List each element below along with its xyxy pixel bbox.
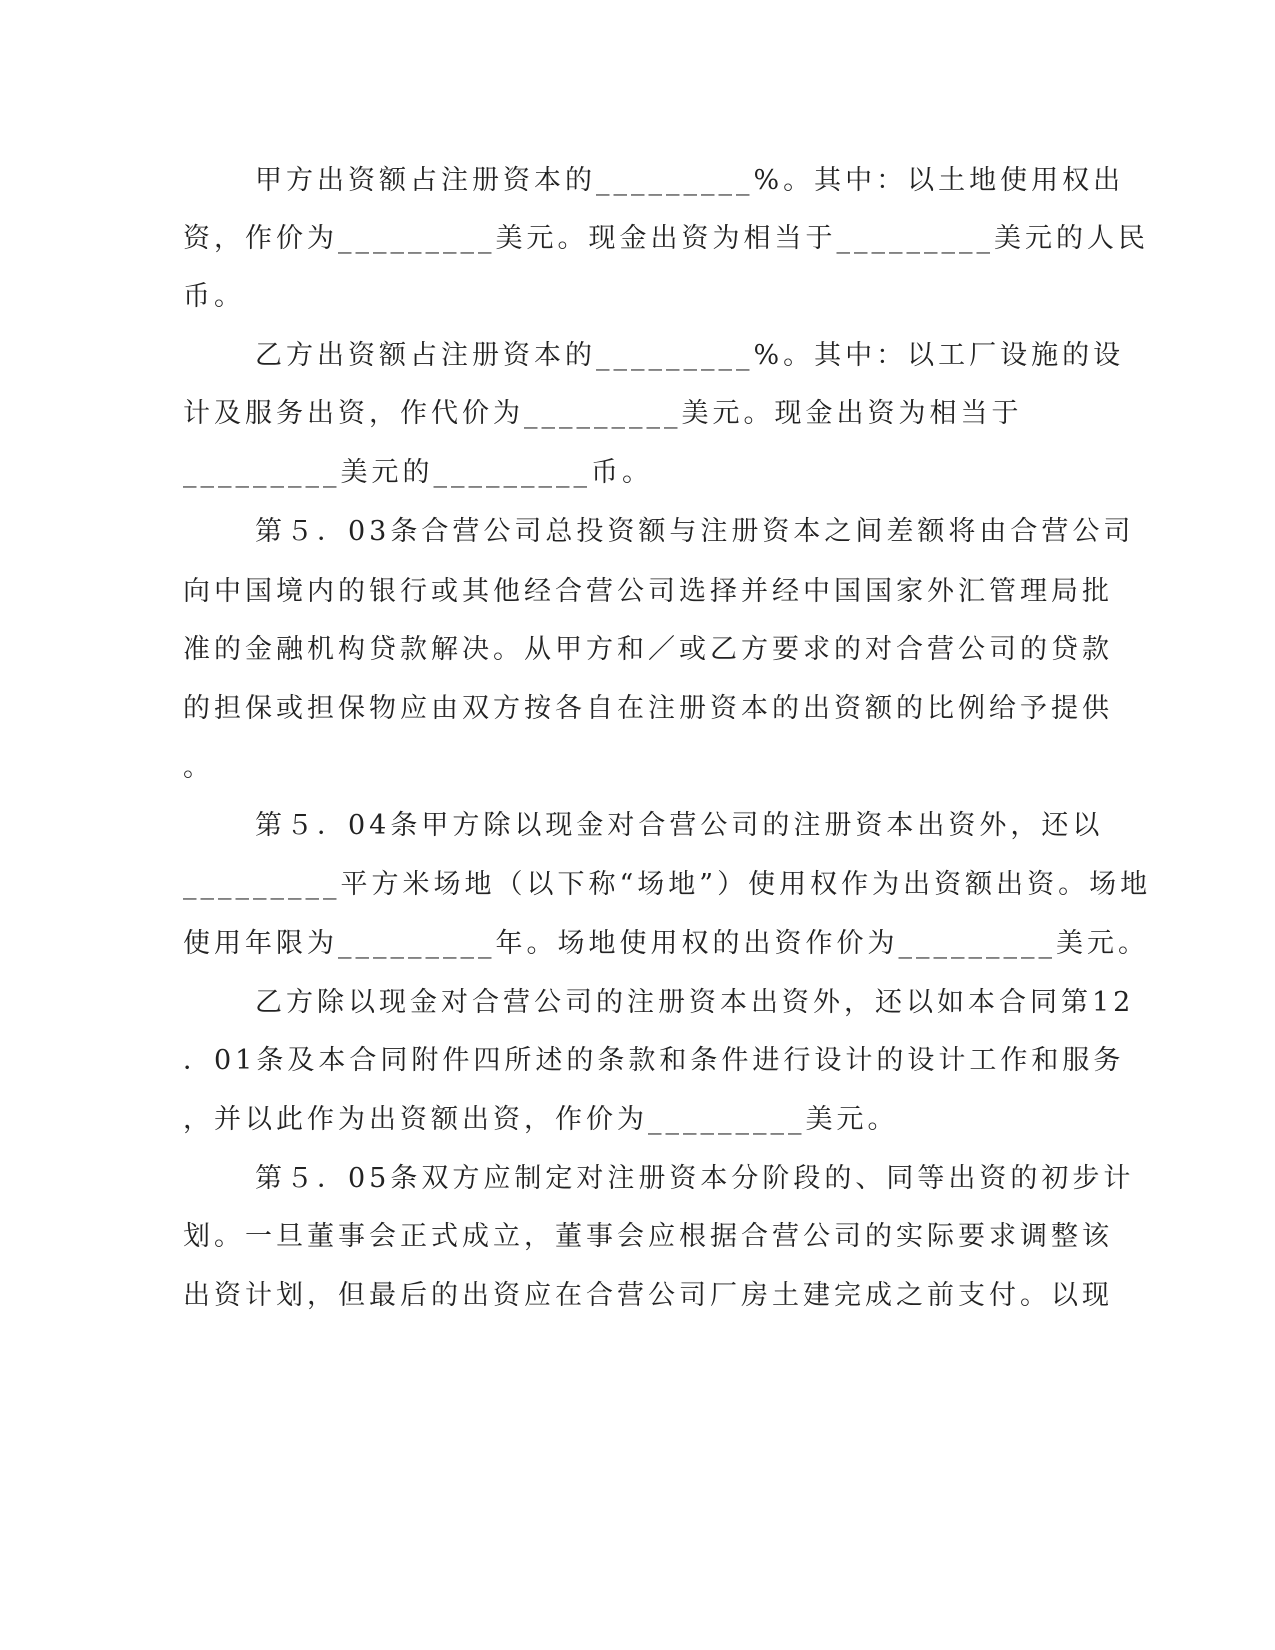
text-line: 币。	[183, 281, 245, 312]
text-line: 准的金融机构贷款解决。从甲方和／或乙方要求的对合营公司的贷款	[183, 634, 1113, 665]
text-line: 划。一旦董事会正式成立，董事会应根据合营公司的实际要求调整该	[183, 1221, 1113, 1252]
text-line: 乙方出资额占注册资本的_________%。其中：以工厂设施的设	[255, 340, 1125, 371]
text-line: 的担保或担保物应由双方按各自在注册资本的出资额的比例给予提供	[183, 693, 1113, 724]
text-line: 。	[183, 752, 214, 783]
text-line: 出资计划，但最后的出资应在合营公司厂房土建完成之前支付。以现	[183, 1280, 1113, 1311]
text-line: 甲方出资额占注册资本的_________%。其中：以土地使用权出	[255, 165, 1125, 196]
text-line: 乙方除以现金对合营公司的注册资本出资外，还以如本合同第12	[255, 987, 1135, 1018]
text-line: 第５．05条双方应制定对注册资本分阶段的、同等出资的初步计	[255, 1163, 1135, 1194]
text-line: 计及服务出资，作代价为_________美元。现金出资为相当于	[183, 398, 1023, 429]
text-line: ．01条及本合同附件四所述的条款和条件进行设计的设计工作和服务	[183, 1045, 1125, 1076]
text-line: 使用年限为_________年。场地使用权的出资作价为_________美元。	[183, 928, 1149, 959]
text-line: _________平方米场地（以下称“场地”）使用权作为出资额出资。场地	[183, 869, 1152, 900]
text-line: 第５．03条合营公司总投资额与注册资本之间差额将由合营公司	[255, 516, 1135, 547]
text-line: 第５．04条甲方除以现金对合营公司的注册资本出资外，还以	[255, 810, 1104, 841]
text-line: _________美元的_________币。	[183, 457, 653, 488]
text-line: 资，作价为_________美元。现金出资为相当于_________美元的人民	[183, 223, 1149, 254]
text-line: 向中国境内的银行或其他经合营公司选择并经中国国家外汇管理局批	[183, 576, 1113, 607]
text-line: ，并以此作为出资额出资，作价为_________美元。	[183, 1104, 899, 1135]
